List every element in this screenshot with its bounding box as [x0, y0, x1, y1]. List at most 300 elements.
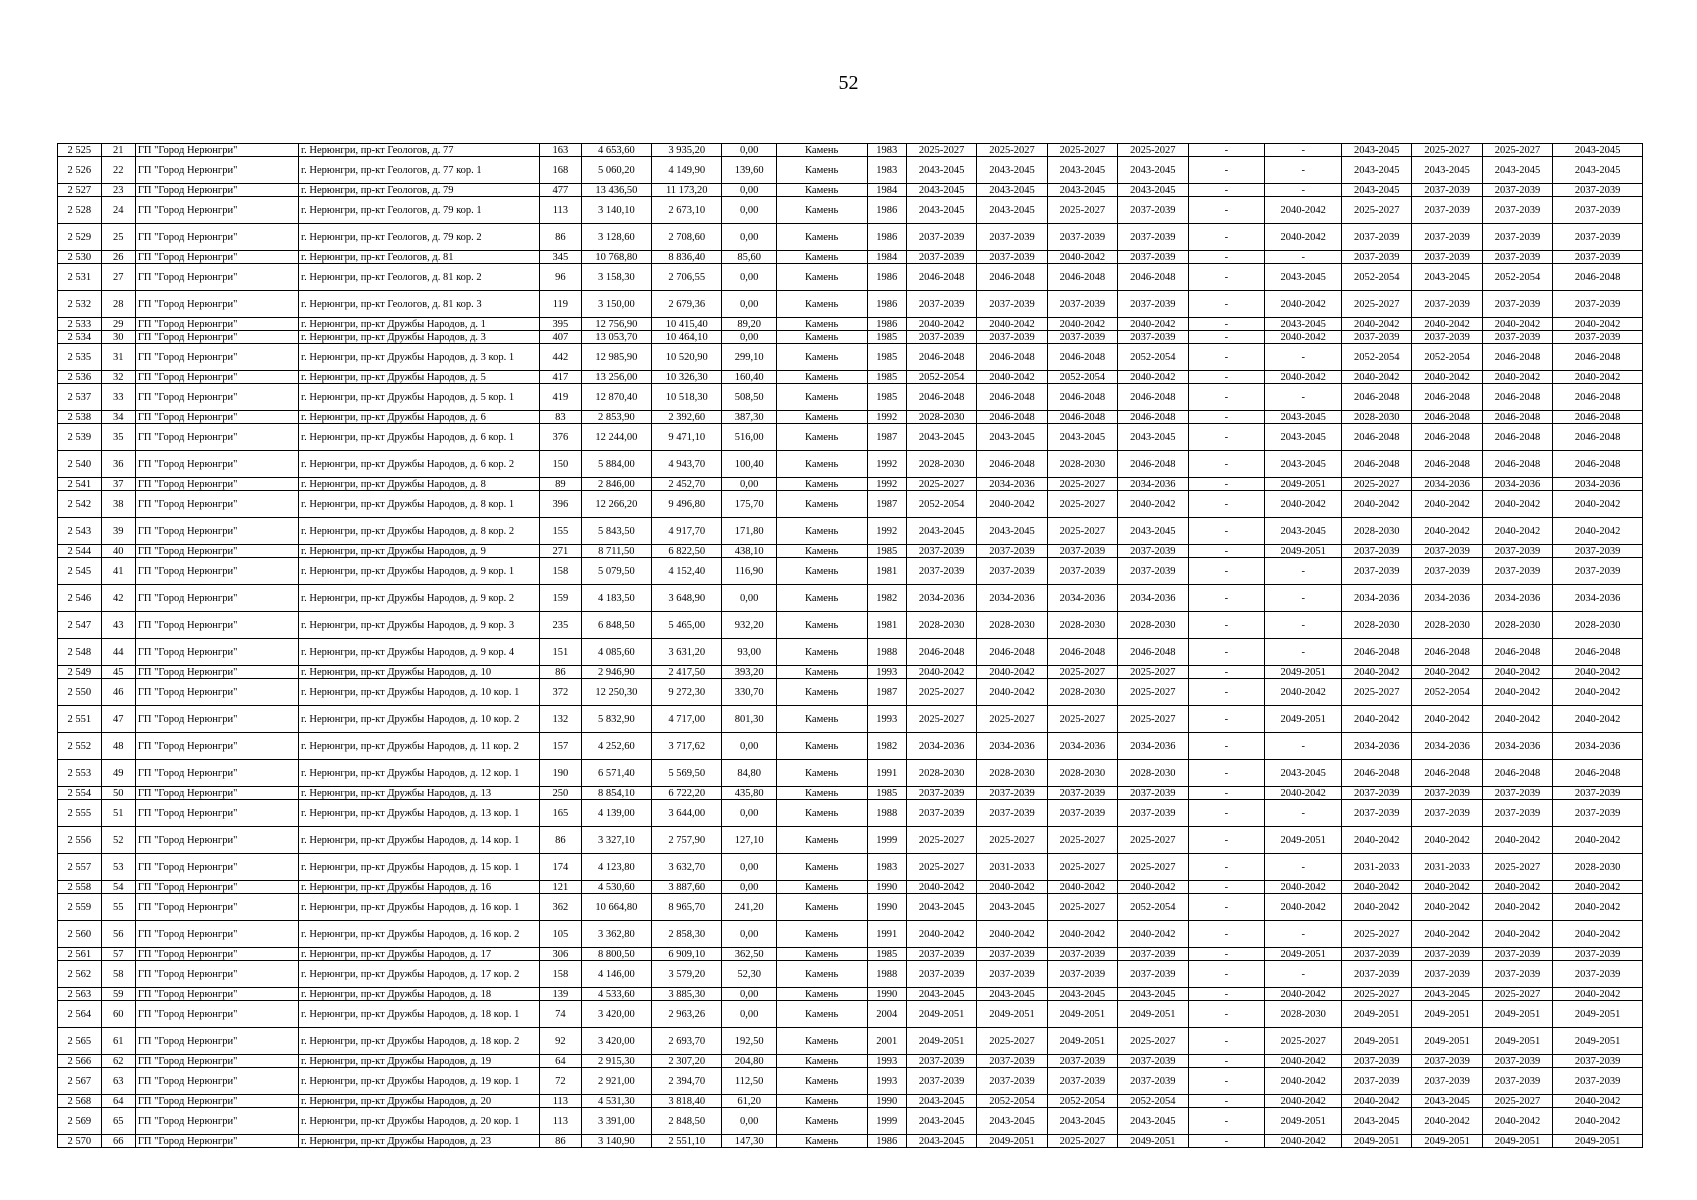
cell-period-3: 2043-2045 [1047, 184, 1117, 197]
cell-period-2: 2052-2054 [977, 1095, 1047, 1108]
cell-residents: 157 [540, 733, 582, 760]
cell-period-10: 2037-2039 [1553, 787, 1643, 800]
cell-period-8: 2040-2042 [1412, 921, 1482, 948]
cell-wall-material: Камень [776, 1068, 867, 1095]
cell-period-3: 2034-2036 [1047, 733, 1117, 760]
cell-period-5: - [1188, 491, 1265, 518]
cell-owner: ГП "Город Нерюнгри" [135, 558, 298, 585]
cell-period-4: 2043-2045 [1118, 157, 1188, 184]
cell-total-area: 8 711,50 [581, 545, 651, 558]
cell-build-year: 1990 [867, 988, 906, 1001]
cell-period-6: - [1265, 612, 1342, 639]
cell-period-4: 2046-2048 [1118, 639, 1188, 666]
cell-row-number: 2 547 [58, 612, 102, 639]
cell-period-2: 2040-2042 [977, 921, 1047, 948]
table-row [58, 1135, 1643, 1148]
cell-period-8: 2031-2033 [1412, 854, 1482, 881]
cell-build-year: 1993 [867, 666, 906, 679]
cell-period-5: - [1188, 800, 1265, 827]
cell-period-1: 2043-2045 [906, 1108, 976, 1135]
cell-period-4: 2046-2048 [1118, 384, 1188, 411]
cell-period-5: - [1188, 854, 1265, 881]
cell-nonresidential-area: 0,00 [722, 197, 776, 224]
cell-period-3: 2043-2045 [1047, 988, 1117, 1001]
cell-residents: 86 [540, 666, 582, 679]
cell-period-1: 2043-2045 [906, 1095, 976, 1108]
cell-period-2: 2037-2039 [977, 545, 1047, 558]
cell-period-9: 2040-2042 [1482, 666, 1552, 679]
cell-nonresidential-area: 516,00 [722, 424, 776, 451]
cell-residents: 113 [540, 1108, 582, 1135]
cell-period-9: 2046-2048 [1482, 384, 1552, 411]
cell-residents: 96 [540, 264, 582, 291]
cell-row-number: 2 539 [58, 424, 102, 451]
cell-nonresidential-area: 175,70 [722, 491, 776, 518]
cell-period-7: 2025-2027 [1342, 988, 1412, 1001]
cell-build-year: 1986 [867, 318, 906, 331]
cell-period-9: 2037-2039 [1482, 800, 1552, 827]
cell-period-9: 2040-2042 [1482, 881, 1552, 894]
cell-period-1: 2034-2036 [906, 585, 976, 612]
cell-period-5: - [1188, 988, 1265, 1001]
cell-period-5: - [1188, 558, 1265, 585]
cell-period-10: 2037-2039 [1553, 224, 1643, 251]
cell-period-7: 2052-2054 [1342, 264, 1412, 291]
cell-owner: ГП "Город Нерюнгри" [135, 264, 298, 291]
cell-owner: ГП "Город Нерюнгри" [135, 585, 298, 612]
cell-nonresidential-area: 0,00 [722, 478, 776, 491]
cell-period-6: - [1265, 251, 1342, 264]
cell-wall-material: Камень [776, 894, 867, 921]
cell-item-number: 63 [101, 1068, 135, 1095]
cell-period-6: 2040-2042 [1265, 988, 1342, 1001]
cell-period-1: 2046-2048 [906, 639, 976, 666]
cell-period-10: 2034-2036 [1553, 585, 1643, 612]
cell-period-4: 2052-2054 [1118, 344, 1188, 371]
cell-period-7: 2028-2030 [1342, 518, 1412, 545]
cell-period-6: 2043-2045 [1265, 518, 1342, 545]
cell-residents: 419 [540, 384, 582, 411]
cell-period-10: 2040-2042 [1553, 491, 1643, 518]
cell-wall-material: Камень [776, 1095, 867, 1108]
cell-period-9: 2046-2048 [1482, 451, 1552, 478]
cell-address: г. Нерюнгри, пр-кт Дружбы Народов, д. 9 кор. 2 [299, 585, 540, 612]
cell-nonresidential-area: 147,30 [722, 1135, 776, 1148]
cell-row-number: 2 533 [58, 318, 102, 331]
cell-period-8: 2040-2042 [1412, 371, 1482, 384]
cell-period-10: 2040-2042 [1553, 881, 1643, 894]
cell-period-3: 2046-2048 [1047, 344, 1117, 371]
cell-residents: 174 [540, 854, 582, 881]
cell-address: г. Нерюнгри, пр-кт Геологов, д. 79 кор. 2 [299, 224, 540, 251]
cell-period-3: 2049-2051 [1047, 1001, 1117, 1028]
cell-address: г. Нерюнгри, пр-кт Дружбы Народов, д. 8 кор. 1 [299, 491, 540, 518]
cell-living-area: 3 887,60 [652, 881, 722, 894]
cell-period-10: 2040-2042 [1553, 1095, 1643, 1108]
cell-living-area: 5 569,50 [652, 760, 722, 787]
cell-nonresidential-area: 171,80 [722, 518, 776, 545]
cell-period-3: 2025-2027 [1047, 894, 1117, 921]
cell-period-6: 2049-2051 [1265, 827, 1342, 854]
cell-row-number: 2 531 [58, 264, 102, 291]
cell-row-number: 2 544 [58, 545, 102, 558]
cell-address: г. Нерюнгри, пр-кт Дружбы Народов, д. 9 кор. 4 [299, 639, 540, 666]
cell-period-4: 2037-2039 [1118, 251, 1188, 264]
table-row [58, 679, 1643, 706]
cell-address: г. Нерюнгри, пр-кт Дружбы Народов, д. 10 [299, 666, 540, 679]
cell-residents: 89 [540, 478, 582, 491]
cell-period-2: 2043-2045 [977, 988, 1047, 1001]
table-row [58, 384, 1643, 411]
cell-living-area: 2 963,26 [652, 1001, 722, 1028]
cell-period-7: 2037-2039 [1342, 331, 1412, 344]
cell-item-number: 43 [101, 612, 135, 639]
cell-total-area: 2 915,30 [581, 1055, 651, 1068]
cell-living-area: 2 392,60 [652, 411, 722, 424]
cell-period-5: - [1188, 921, 1265, 948]
cell-period-8: 2037-2039 [1412, 948, 1482, 961]
cell-item-number: 60 [101, 1001, 135, 1028]
cell-period-8: 2046-2048 [1412, 384, 1482, 411]
cell-period-5: - [1188, 197, 1265, 224]
cell-period-4: 2037-2039 [1118, 558, 1188, 585]
cell-residents: 168 [540, 157, 582, 184]
cell-period-7: 2037-2039 [1342, 224, 1412, 251]
cell-period-10: 2037-2039 [1553, 948, 1643, 961]
cell-address: г. Нерюнгри, пр-кт Дружбы Народов, д. 18 [299, 988, 540, 1001]
cell-period-10: 2037-2039 [1553, 251, 1643, 264]
cell-period-2: 2043-2045 [977, 894, 1047, 921]
cell-row-number: 2 559 [58, 894, 102, 921]
cell-period-2: 2037-2039 [977, 558, 1047, 585]
cell-period-6: 2040-2042 [1265, 1055, 1342, 1068]
cell-period-7: 2043-2045 [1342, 157, 1412, 184]
cell-address: г. Нерюнгри, пр-кт Дружбы Народов, д. 3 [299, 331, 540, 344]
cell-period-6: 2040-2042 [1265, 224, 1342, 251]
cell-address: г. Нерюнгри, пр-кт Дружбы Народов, д. 20 кор. 1 [299, 1108, 540, 1135]
cell-period-4: 2049-2051 [1118, 1135, 1188, 1148]
cell-owner: ГП "Город Нерюнгри" [135, 1108, 298, 1135]
cell-period-9: 2040-2042 [1482, 921, 1552, 948]
cell-address: г. Нерюнгри, пр-кт Дружбы Народов, д. 14 кор. 1 [299, 827, 540, 854]
table-row [58, 197, 1643, 224]
cell-living-area: 2 693,70 [652, 1028, 722, 1055]
cell-total-area: 4 531,30 [581, 1095, 651, 1108]
cell-residents: 83 [540, 411, 582, 424]
cell-living-area: 3 644,00 [652, 800, 722, 827]
cell-address: г. Нерюнгри, пр-кт Дружбы Народов, д. 8 кор. 2 [299, 518, 540, 545]
cell-period-3: 2037-2039 [1047, 948, 1117, 961]
cell-wall-material: Камень [776, 787, 867, 800]
cell-owner: ГП "Город Нерюнгри" [135, 612, 298, 639]
cell-residents: 92 [540, 1028, 582, 1055]
cell-period-3: 2052-2054 [1047, 371, 1117, 384]
cell-residents: 376 [540, 424, 582, 451]
cell-total-area: 10 664,80 [581, 894, 651, 921]
cell-period-6: 2043-2045 [1265, 264, 1342, 291]
cell-period-3: 2037-2039 [1047, 331, 1117, 344]
cell-address: г. Нерюнгри, пр-кт Дружбы Народов, д. 12 кор. 1 [299, 760, 540, 787]
cell-address: г. Нерюнгри, пр-кт Дружбы Народов, д. 10 кор. 1 [299, 679, 540, 706]
cell-period-9: 2025-2027 [1482, 144, 1552, 157]
cell-wall-material: Камень [776, 733, 867, 760]
cell-row-number: 2 555 [58, 800, 102, 827]
cell-period-9: 2049-2051 [1482, 1135, 1552, 1148]
cell-total-area: 13 436,50 [581, 184, 651, 197]
cell-residents: 158 [540, 961, 582, 988]
cell-period-10: 2049-2051 [1553, 1028, 1643, 1055]
cell-period-4: 2052-2054 [1118, 894, 1188, 921]
cell-period-9: 2040-2042 [1482, 1108, 1552, 1135]
cell-period-7: 2037-2039 [1342, 558, 1412, 585]
cell-period-7: 2046-2048 [1342, 424, 1412, 451]
cell-period-4: 2043-2045 [1118, 1108, 1188, 1135]
cell-address: г. Нерюнгри, пр-кт Дружбы Народов, д. 19 кор. 1 [299, 1068, 540, 1095]
cell-period-4: 2040-2042 [1118, 921, 1188, 948]
cell-address: г. Нерюнгри, пр-кт Дружбы Народов, д. 16 кор. 1 [299, 894, 540, 921]
cell-period-5: - [1188, 157, 1265, 184]
cell-period-2: 2040-2042 [977, 371, 1047, 384]
cell-row-number: 2 566 [58, 1055, 102, 1068]
cell-period-7: 2046-2048 [1342, 384, 1412, 411]
cell-living-area: 3 632,70 [652, 854, 722, 881]
cell-period-7: 2043-2045 [1342, 144, 1412, 157]
cell-row-number: 2 552 [58, 733, 102, 760]
cell-period-9: 2037-2039 [1482, 545, 1552, 558]
cell-owner: ГП "Город Нерюнгри" [135, 411, 298, 424]
cell-total-area: 6 571,40 [581, 760, 651, 787]
cell-period-5: - [1188, 666, 1265, 679]
cell-period-6: 2040-2042 [1265, 894, 1342, 921]
cell-nonresidential-area: 85,60 [722, 251, 776, 264]
cell-period-9: 2034-2036 [1482, 733, 1552, 760]
cell-period-2: 2037-2039 [977, 800, 1047, 827]
cell-period-2: 2043-2045 [977, 197, 1047, 224]
cell-period-6: 2040-2042 [1265, 679, 1342, 706]
cell-living-area: 4 149,90 [652, 157, 722, 184]
cell-wall-material: Камень [776, 666, 867, 679]
table-row [58, 518, 1643, 545]
cell-owner: ГП "Город Нерюнгри" [135, 424, 298, 451]
cell-period-9: 2046-2048 [1482, 411, 1552, 424]
cell-build-year: 1985 [867, 545, 906, 558]
table-row [58, 881, 1643, 894]
cell-build-year: 1993 [867, 1068, 906, 1095]
cell-period-8: 2037-2039 [1412, 251, 1482, 264]
cell-build-year: 1983 [867, 144, 906, 157]
cell-period-1: 2028-2030 [906, 451, 976, 478]
cell-period-9: 2046-2048 [1482, 424, 1552, 451]
cell-owner: ГП "Город Нерюнгри" [135, 881, 298, 894]
cell-total-area: 3 362,80 [581, 921, 651, 948]
cell-row-number: 2 534 [58, 331, 102, 344]
cell-period-5: - [1188, 733, 1265, 760]
cell-wall-material: Камень [776, 881, 867, 894]
cell-period-4: 2046-2048 [1118, 451, 1188, 478]
cell-period-4: 2034-2036 [1118, 478, 1188, 491]
cell-wall-material: Камень [776, 961, 867, 988]
cell-build-year: 1988 [867, 800, 906, 827]
cell-period-10: 2043-2045 [1553, 157, 1643, 184]
cell-item-number: 51 [101, 800, 135, 827]
cell-period-7: 2025-2027 [1342, 679, 1412, 706]
table-row [58, 760, 1643, 787]
cell-period-9: 2052-2054 [1482, 264, 1552, 291]
table-row [58, 318, 1643, 331]
cell-wall-material: Камень [776, 371, 867, 384]
cell-period-7: 2049-2051 [1342, 1135, 1412, 1148]
cell-row-number: 2 546 [58, 585, 102, 612]
table-row [58, 1028, 1643, 1055]
cell-period-4: 2043-2045 [1118, 988, 1188, 1001]
cell-wall-material: Камень [776, 800, 867, 827]
cell-total-area: 4 533,60 [581, 988, 651, 1001]
cell-period-10: 2046-2048 [1553, 760, 1643, 787]
cell-row-number: 2 528 [58, 197, 102, 224]
cell-period-4: 2025-2027 [1118, 706, 1188, 733]
table-row [58, 224, 1643, 251]
cell-total-area: 6 848,50 [581, 612, 651, 639]
cell-living-area: 4 943,70 [652, 451, 722, 478]
cell-period-1: 2037-2039 [906, 251, 976, 264]
cell-living-area: 3 631,20 [652, 639, 722, 666]
cell-build-year: 1985 [867, 331, 906, 344]
cell-build-year: 1986 [867, 291, 906, 318]
cell-row-number: 2 556 [58, 827, 102, 854]
cell-item-number: 39 [101, 518, 135, 545]
cell-nonresidential-area: 0,00 [722, 881, 776, 894]
cell-total-area: 3 420,00 [581, 1001, 651, 1028]
cell-period-6: 2043-2045 [1265, 424, 1342, 451]
cell-period-10: 2037-2039 [1553, 1068, 1643, 1095]
cell-total-area: 4 123,80 [581, 854, 651, 881]
cell-address: г. Нерюнгри, пр-кт Дружбы Народов, д. 23 [299, 1135, 540, 1148]
cell-period-5: - [1188, 1108, 1265, 1135]
cell-period-6: - [1265, 144, 1342, 157]
cell-build-year: 1990 [867, 1095, 906, 1108]
cell-owner: ГП "Город Нерюнгри" [135, 371, 298, 384]
table-row [58, 291, 1643, 318]
cell-period-3: 2025-2027 [1047, 706, 1117, 733]
cell-living-area: 3 818,40 [652, 1095, 722, 1108]
table-row [58, 251, 1643, 264]
cell-residents: 159 [540, 585, 582, 612]
cell-address: г. Нерюнгри, пр-кт Геологов, д. 77 кор. 1 [299, 157, 540, 184]
cell-period-4: 2028-2030 [1118, 760, 1188, 787]
cell-period-8: 2037-2039 [1412, 197, 1482, 224]
cell-wall-material: Камень [776, 157, 867, 184]
cell-residents: 150 [540, 451, 582, 478]
cell-living-area: 2 417,50 [652, 666, 722, 679]
cell-period-1: 2052-2054 [906, 371, 976, 384]
cell-residents: 163 [540, 144, 582, 157]
cell-residents: 113 [540, 1095, 582, 1108]
cell-item-number: 54 [101, 881, 135, 894]
cell-period-1: 2043-2045 [906, 197, 976, 224]
cell-period-4: 2052-2054 [1118, 1095, 1188, 1108]
cell-living-area: 9 272,30 [652, 679, 722, 706]
table-row [58, 1068, 1643, 1095]
cell-period-5: - [1188, 144, 1265, 157]
cell-living-area: 2 679,36 [652, 291, 722, 318]
cell-build-year: 1985 [867, 384, 906, 411]
cell-period-9: 2037-2039 [1482, 948, 1552, 961]
table-row [58, 264, 1643, 291]
cell-period-9: 2040-2042 [1482, 318, 1552, 331]
cell-nonresidential-area: 0,00 [722, 1001, 776, 1028]
cell-period-8: 2037-2039 [1412, 331, 1482, 344]
table-row [58, 733, 1643, 760]
cell-period-3: 2025-2027 [1047, 854, 1117, 881]
cell-period-9: 2025-2027 [1482, 1095, 1552, 1108]
cell-living-area: 10 518,30 [652, 384, 722, 411]
cell-period-1: 2028-2030 [906, 760, 976, 787]
cell-living-area: 3 717,62 [652, 733, 722, 760]
cell-residents: 395 [540, 318, 582, 331]
cell-period-4: 2037-2039 [1118, 545, 1188, 558]
cell-address: г. Нерюнгри, пр-кт Дружбы Народов, д. 20 [299, 1095, 540, 1108]
table-row [58, 478, 1643, 491]
cell-period-2: 2037-2039 [977, 224, 1047, 251]
cell-owner: ГП "Город Нерюнгри" [135, 948, 298, 961]
cell-item-number: 50 [101, 787, 135, 800]
cell-living-area: 3 935,20 [652, 144, 722, 157]
cell-wall-material: Камень [776, 585, 867, 612]
cell-period-5: - [1188, 961, 1265, 988]
cell-period-3: 2037-2039 [1047, 291, 1117, 318]
cell-period-10: 2040-2042 [1553, 518, 1643, 545]
cell-address: г. Нерюнгри, пр-кт Дружбы Народов, д. 17 кор. 2 [299, 961, 540, 988]
cell-wall-material: Камень [776, 344, 867, 371]
cell-residents: 306 [540, 948, 582, 961]
cell-period-9: 2046-2048 [1482, 639, 1552, 666]
cell-period-3: 2025-2027 [1047, 478, 1117, 491]
cell-period-2: 2037-2039 [977, 961, 1047, 988]
cell-period-3: 2025-2027 [1047, 144, 1117, 157]
cell-period-6: 2043-2045 [1265, 760, 1342, 787]
cell-period-4: 2037-2039 [1118, 331, 1188, 344]
cell-item-number: 49 [101, 760, 135, 787]
cell-nonresidential-area: 0,00 [722, 331, 776, 344]
cell-owner: ГП "Город Нерюнгри" [135, 1095, 298, 1108]
cell-owner: ГП "Город Нерюнгри" [135, 331, 298, 344]
cell-row-number: 2 535 [58, 344, 102, 371]
cell-period-10: 2040-2042 [1553, 318, 1643, 331]
cell-period-8: 2046-2048 [1412, 424, 1482, 451]
cell-wall-material: Камень [776, 331, 867, 344]
cell-period-5: - [1188, 1028, 1265, 1055]
cell-living-area: 6 909,10 [652, 948, 722, 961]
cell-period-2: 2043-2045 [977, 424, 1047, 451]
cell-period-2: 2037-2039 [977, 291, 1047, 318]
cell-period-3: 2040-2042 [1047, 318, 1117, 331]
cell-period-3: 2028-2030 [1047, 760, 1117, 787]
cell-nonresidential-area: 61,20 [722, 1095, 776, 1108]
cell-address: г. Нерюнгри, пр-кт Дружбы Народов, д. 8 [299, 478, 540, 491]
table-row [58, 827, 1643, 854]
cell-build-year: 1992 [867, 478, 906, 491]
cell-row-number: 2 542 [58, 491, 102, 518]
cell-build-year: 1985 [867, 371, 906, 384]
cell-period-4: 2046-2048 [1118, 264, 1188, 291]
table-row [58, 921, 1643, 948]
cell-period-3: 2037-2039 [1047, 961, 1117, 988]
cell-living-area: 3 885,30 [652, 988, 722, 1001]
cell-wall-material: Камень [776, 224, 867, 251]
cell-period-10: 2049-2051 [1553, 1001, 1643, 1028]
cell-living-area: 10 415,40 [652, 318, 722, 331]
cell-period-3: 2046-2048 [1047, 264, 1117, 291]
